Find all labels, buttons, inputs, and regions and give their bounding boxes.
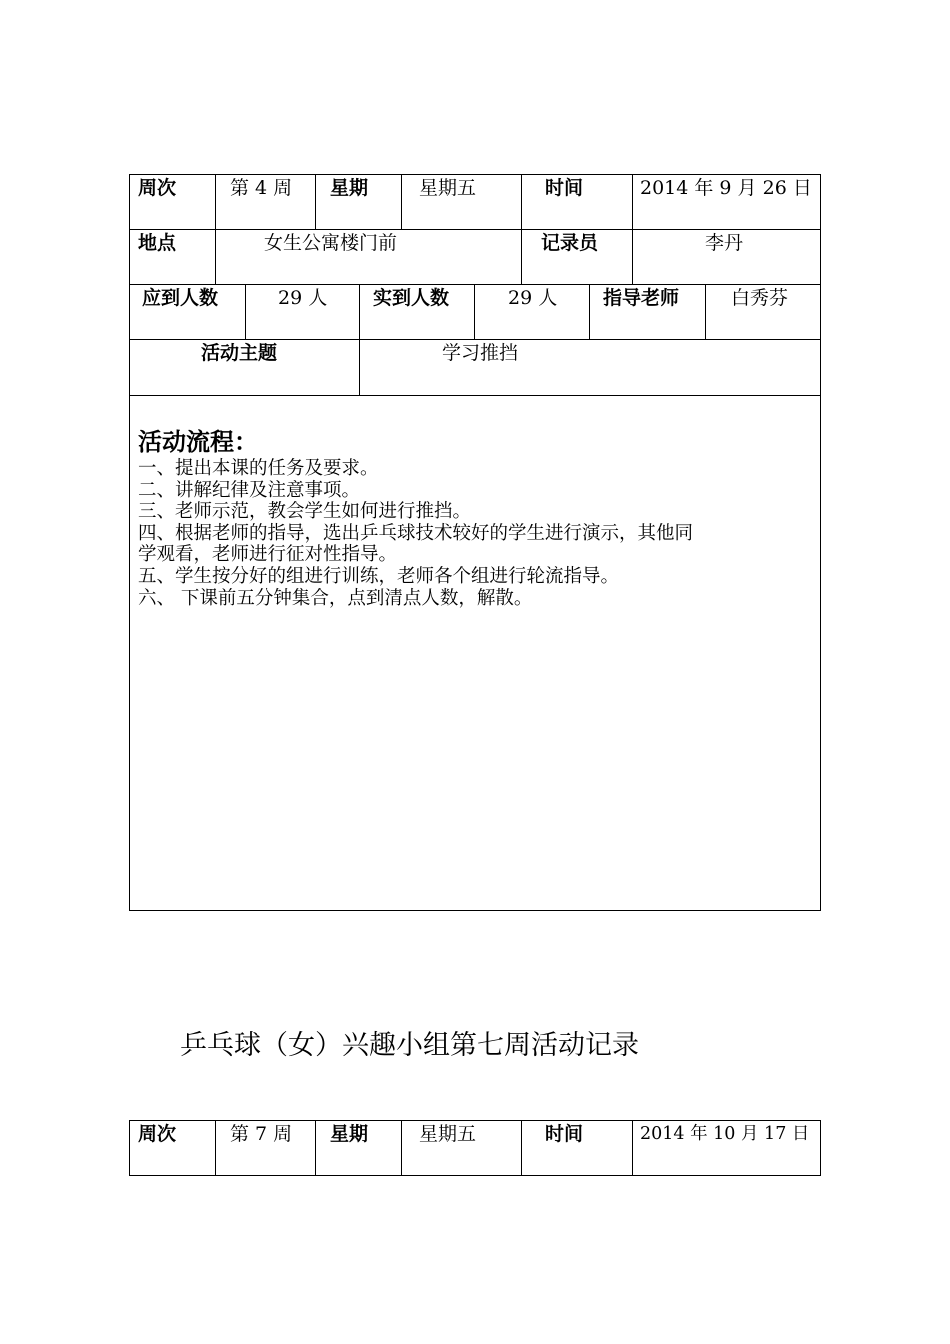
flow-heading: 活动流程： [138,428,258,456]
week-label: 周次 [138,177,177,199]
theme-value: 学习推挡 [442,342,519,364]
expected-count-value: 29 人 [278,287,328,309]
flow-line: 二、讲解纪律及注意事项。 [138,479,361,501]
expected-count-label: 应到人数 [142,287,219,309]
teacher-label: 指导老师 [603,287,680,309]
row-divider [129,339,821,340]
col-divider [474,284,475,339]
flow-line: 四、根据老师的指导，选出乒乓球技术较好的学生进行演示，其他同 [138,522,694,544]
flow-line: 一、提出本课的任务及要求。 [138,458,379,479]
time-label: 时间 [545,177,584,199]
time-value: 2014 年 10 月 17 日 [640,1124,810,1144]
col-divider [632,1120,633,1176]
place-value: 女生公寓楼门前 [264,232,398,254]
day-label: 星期 [330,1123,369,1145]
col-divider [521,229,522,284]
col-divider [705,284,706,339]
week-value: 第 7 周 [230,1123,293,1145]
row-divider [129,229,821,230]
teacher-value: 白秀芬 [731,287,789,309]
col-divider [359,284,360,339]
col-divider [315,174,316,229]
col-divider [315,1120,316,1176]
place-label: 地点 [138,232,177,254]
day-label: 星期 [330,177,369,199]
col-divider [521,1120,522,1176]
actual-count-label: 实到人数 [373,287,450,309]
flow-line: 学观看，老师进行征对性指导。 [138,544,398,566]
col-divider [521,174,522,229]
col-divider [215,1120,216,1176]
col-divider [245,284,246,339]
col-divider [589,284,590,339]
day-value: 星期五 [419,177,477,199]
col-divider [632,174,633,229]
recorder-label: 记录员 [541,232,599,254]
row-divider [129,395,821,396]
col-divider [359,339,360,395]
actual-count-value: 29 人 [508,287,558,309]
col-divider [632,229,633,284]
theme-label: 活动主题 [201,342,278,364]
flow-line: 五、学生按分好的组进行训练，老师各个组进行轮流指导。 [138,565,620,587]
time-value: 2014 年 9 月 26 日 [640,177,812,199]
col-divider [215,229,216,284]
day-value: 星期五 [419,1123,477,1145]
row-divider [129,284,821,285]
section-title: 乒乓球（女）兴趣小组第七周活动记录 [180,1030,639,1061]
col-divider [401,1120,402,1176]
week-label: 周次 [138,1123,177,1145]
flow-line: 六、 下课前五分钟集合，点到清点人数，解散。 [138,587,533,609]
recorder-value: 李丹 [705,232,744,254]
week-value: 第 4 周 [230,177,293,199]
col-divider [215,174,216,229]
flow-line: 三、老师示范，教会学生如何进行推挡。 [138,501,472,523]
flow-list [138,458,818,609]
col-divider [401,174,402,229]
time-label: 时间 [545,1123,584,1145]
